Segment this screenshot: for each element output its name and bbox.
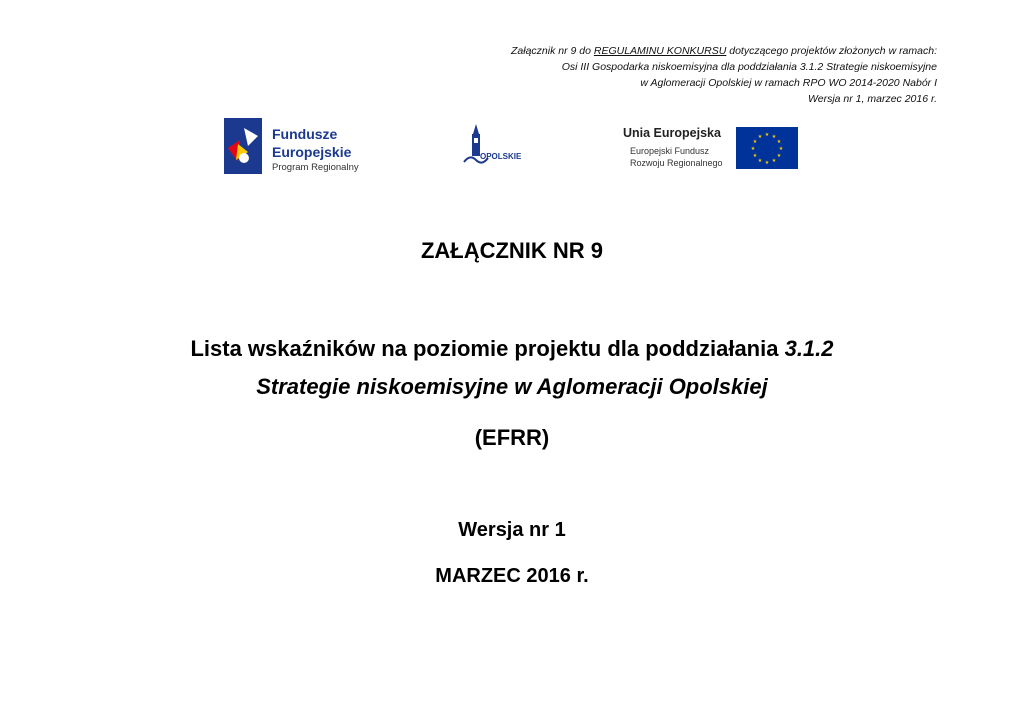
svg-text:★: ★ [757, 134, 763, 140]
header-line-4: Wersja nr 1, marzec 2016 r. [808, 93, 937, 105]
document-header-note [317, 43, 937, 107]
svg-text:★: ★ [771, 158, 777, 164]
fe-title-2: Europejskie [272, 144, 352, 160]
header-line-3: w Aglomeracji Opolskiej w ramach RPO WO 2014-2020 Nabór I [640, 77, 937, 89]
ue-subtitle-2: Rozwoju Regionalnego [630, 158, 723, 168]
tower-icon [462, 124, 490, 168]
svg-text:★: ★ [750, 146, 756, 152]
fundusze-europejskie-icon [224, 118, 262, 174]
svg-text:★: ★ [776, 139, 782, 145]
opolskie-logo [450, 124, 530, 172]
date-label: MARZEC 2016 r. [435, 565, 589, 587]
list-title-line-2: Strategie niskoemisyjne w Aglomeracji Opolskiej [256, 374, 768, 399]
regulation-link[interactable]: REGULAMINU KONKURSU [593, 45, 727, 57]
svg-text:★: ★ [771, 134, 777, 140]
ue-title: Unia Europejska [623, 126, 721, 140]
svg-text:★: ★ [752, 153, 758, 159]
ue-subtitle-1: Europejski Fundusz [630, 146, 710, 156]
unia-europejska-logo [621, 120, 811, 176]
svg-text:★: ★ [778, 146, 784, 152]
version-label: Wersja nr 1 [458, 519, 566, 541]
svg-text:★: ★ [776, 153, 782, 159]
eu-flag-icon [736, 127, 798, 169]
annex-title: ZAŁĄCZNIK NR 9 [420, 238, 604, 263]
logos-strip [216, 108, 812, 186]
fe-title-1: Fundusze [272, 126, 338, 142]
header-line-1: Załącznik nr 9 do REGULAMINU KONKURSU dotyczącego projektów złożonych w ramach: [511, 45, 937, 57]
svg-text:★: ★ [752, 139, 758, 145]
svg-text:★: ★ [764, 160, 770, 166]
opolskie-name: OPOLSKIE [480, 152, 522, 161]
fundusze-europejskie-logo [224, 118, 374, 178]
list-title-line-1: Lista wskaźników na poziomie projektu dla poddziałania 3.1.2 [190, 336, 834, 361]
svg-text:★: ★ [757, 158, 763, 164]
fund-label: (EFRR) [474, 425, 550, 450]
header-line-2: Osi III Gospodarka niskoemisyjna dla poddziałania 3.1.2 Strategie niskoemisyjne [561, 61, 937, 73]
fe-subtitle: Program Regionalny [272, 162, 359, 173]
svg-text:★: ★ [764, 132, 770, 138]
subaction-number: 3.1.2 [784, 336, 834, 361]
